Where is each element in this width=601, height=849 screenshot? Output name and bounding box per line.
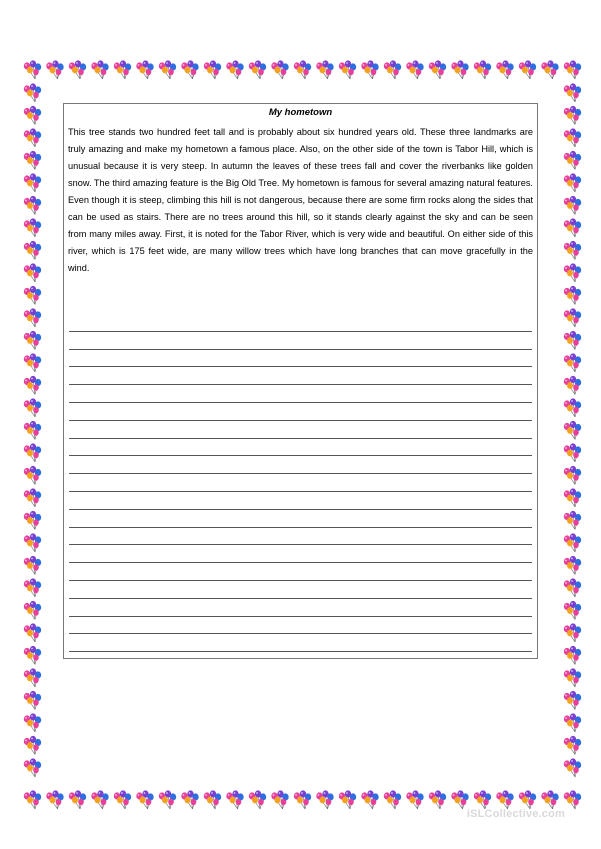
balloon-bunch-icon: [24, 646, 41, 665]
balloon-bunch-icon: [204, 790, 221, 809]
balloon-bunch-icon: [316, 790, 333, 809]
balloon-bunch-icon: [564, 511, 581, 530]
balloon-bunch-icon: [541, 790, 558, 809]
balloon-bunch-icon: [271, 60, 288, 79]
balloon-bunch-icon: [69, 790, 86, 809]
balloon-bunch-icon: [564, 623, 581, 642]
balloon-bunch-icon: [181, 60, 198, 79]
balloon-bunch-icon: [24, 511, 41, 530]
worksheet-box: [63, 103, 538, 659]
balloon-bunch-icon: [564, 601, 581, 620]
balloon-bunch-icon: [24, 758, 41, 777]
writing-line: [69, 332, 532, 350]
balloon-bunch-icon: [46, 790, 63, 809]
balloon-bunch-icon: [46, 60, 63, 79]
balloon-bunch-icon: [114, 790, 131, 809]
writing-line: [69, 510, 532, 528]
balloon-bunch-icon: [564, 376, 581, 395]
balloon-bunch-icon: [249, 60, 266, 79]
balloon-bunch-icon: [474, 790, 491, 809]
balloon-bunch-icon: [24, 60, 41, 79]
balloon-bunch-icon: [136, 60, 153, 79]
balloon-bunch-icon: [114, 60, 131, 79]
balloon-bunch-icon: [24, 736, 41, 755]
balloon-bunch-icon: [564, 758, 581, 777]
writing-line: [69, 456, 532, 474]
balloon-bunch-icon: [564, 263, 581, 282]
balloon-bunch-icon: [564, 421, 581, 440]
writing-line: [69, 492, 532, 510]
balloon-bunch-icon: [564, 556, 581, 575]
balloon-bunch-icon: [564, 646, 581, 665]
balloon-bunch-icon: [24, 353, 41, 372]
balloon-bunch-icon: [24, 556, 41, 575]
reading-paragraph: This tree stands two hundred feet tall and is probably about six hundred years old. These three landmarks are truly amazing and make my hometown a famous place. Also, on the other side of the town is Tabor Hill, which is unusual because it is very steep. In autumn the leaves of these trees fall and cover the riverbanks like golden snow. The third amazing feature is the Big Old Tree. My hometown is famous for several amazing natural features. Even though it is steep, climbing this hill is not dangerous, because there are some firm rocks along the sides that can be used as stairs. There are no trees around this hill, so it stands clearly against the sky and can be seen from many miles away. First, it is noted for the Tabor River, which is very wide and beautiful. On either side of this river, which is 175 feet wide, are many willow trees which have long branches that can move gracefully in the wind.: [68, 127, 533, 273]
balloon-bunch-icon: [564, 106, 581, 125]
balloon-bunch-icon: [496, 60, 513, 79]
balloon-bunch-icon: [496, 790, 513, 809]
balloon-bunch-icon: [226, 60, 243, 79]
balloon-bunch-icon: [271, 790, 288, 809]
writing-line: [69, 350, 532, 368]
writing-line: [69, 367, 532, 385]
writing-line: [69, 439, 532, 457]
balloon-bunch-icon: [339, 790, 356, 809]
balloon-bunch-icon: [24, 241, 41, 260]
writing-line: [69, 581, 532, 599]
writing-line: [69, 563, 532, 581]
balloon-bunch-icon: [24, 128, 41, 147]
balloon-bunch-icon: [541, 60, 558, 79]
balloon-bunch-icon: [361, 60, 378, 79]
balloon-bunch-icon: [91, 790, 108, 809]
balloon-bunch-icon: [24, 173, 41, 192]
balloon-bunch-icon: [474, 60, 491, 79]
writing-line: [69, 545, 532, 563]
balloon-bunch-icon: [24, 308, 41, 327]
balloon-bunch-icon: [564, 218, 581, 237]
balloon-bunch-icon: [24, 790, 41, 809]
writing-line: [69, 403, 532, 421]
balloon-bunch-icon: [564, 736, 581, 755]
balloon-bunch-icon: [564, 533, 581, 552]
balloon-bunch-icon: [24, 218, 41, 237]
balloon-bunch-icon: [24, 488, 41, 507]
balloon-bunch-icon: [451, 60, 468, 79]
balloon-bunch-icon: [24, 466, 41, 485]
balloon-bunch-icon: [519, 60, 536, 79]
balloon-bunch-icon: [564, 196, 581, 215]
balloon-bunch-icon: [24, 331, 41, 350]
balloon-bunch-icon: [564, 790, 581, 809]
balloon-bunch-icon: [24, 601, 41, 620]
writing-line: [69, 385, 532, 403]
balloon-bunch-icon: [519, 790, 536, 809]
writing-line: [69, 528, 532, 546]
balloon-bunch-icon: [24, 398, 41, 417]
balloon-bunch-icon: [24, 196, 41, 215]
balloon-bunch-icon: [24, 578, 41, 597]
balloon-bunch-icon: [24, 263, 41, 282]
balloon-bunch-icon: [24, 421, 41, 440]
balloon-bunch-icon: [24, 376, 41, 395]
balloon-bunch-icon: [564, 488, 581, 507]
balloon-bunch-icon: [564, 466, 581, 485]
balloon-bunch-icon: [451, 790, 468, 809]
balloon-bunch-icon: [24, 623, 41, 642]
balloon-bunch-icon: [564, 443, 581, 462]
balloon-bunch-icon: [24, 151, 41, 170]
balloon-bunch-icon: [181, 790, 198, 809]
balloon-bunch-icon: [24, 443, 41, 462]
balloon-bunch-icon: [564, 691, 581, 710]
balloon-bunch-icon: [429, 790, 446, 809]
writing-line: [69, 634, 532, 652]
writing-line: [69, 599, 532, 617]
balloon-bunch-icon: [564, 578, 581, 597]
balloon-bunch-icon: [564, 286, 581, 305]
writing-line: [69, 421, 532, 439]
balloon-bunch-icon: [24, 106, 41, 125]
balloon-bunch-icon: [24, 533, 41, 552]
balloon-bunch-icon: [564, 353, 581, 372]
balloon-bunch-icon: [384, 60, 401, 79]
balloon-bunch-icon: [406, 790, 423, 809]
site-watermark: iSLCollective.com: [466, 808, 565, 820]
balloon-bunch-icon: [564, 713, 581, 732]
balloon-bunch-icon: [361, 790, 378, 809]
writing-lines: [69, 314, 532, 652]
balloon-bunch-icon: [564, 331, 581, 350]
balloon-bunch-icon: [24, 83, 41, 102]
balloon-bunch-icon: [339, 60, 356, 79]
balloon-bunch-icon: [564, 398, 581, 417]
balloon-bunch-icon: [429, 60, 446, 79]
balloon-bunch-icon: [316, 60, 333, 79]
balloon-bunch-icon: [564, 241, 581, 260]
balloon-bunch-icon: [294, 790, 311, 809]
balloon-bunch-icon: [24, 668, 41, 687]
worksheet-title: My hometown: [268, 107, 333, 118]
balloon-bunch-icon: [159, 60, 176, 79]
balloon-bunch-icon: [294, 60, 311, 79]
balloon-bunch-icon: [564, 83, 581, 102]
balloon-bunch-icon: [564, 128, 581, 147]
balloon-bunch-icon: [136, 790, 153, 809]
balloon-bunch-icon: [24, 286, 41, 305]
writing-line: [69, 474, 532, 492]
balloon-bunch-icon: [159, 790, 176, 809]
balloon-bunch-icon: [91, 60, 108, 79]
balloon-bunch-icon: [564, 668, 581, 687]
balloon-bunch-icon: [226, 790, 243, 809]
balloon-bunch-icon: [69, 60, 86, 79]
balloon-bunch-icon: [249, 790, 266, 809]
balloon-bunch-icon: [564, 173, 581, 192]
balloon-bunch-icon: [564, 308, 581, 327]
balloon-bunch-icon: [406, 60, 423, 79]
writing-line: [69, 314, 532, 332]
balloon-bunch-icon: [204, 60, 221, 79]
balloon-bunch-icon: [24, 713, 41, 732]
balloon-bunch-icon: [24, 691, 41, 710]
balloon-bunch-icon: [384, 790, 401, 809]
balloon-bunch-icon: [564, 151, 581, 170]
balloon-bunch-icon: [564, 60, 581, 79]
writing-line: [69, 617, 532, 635]
